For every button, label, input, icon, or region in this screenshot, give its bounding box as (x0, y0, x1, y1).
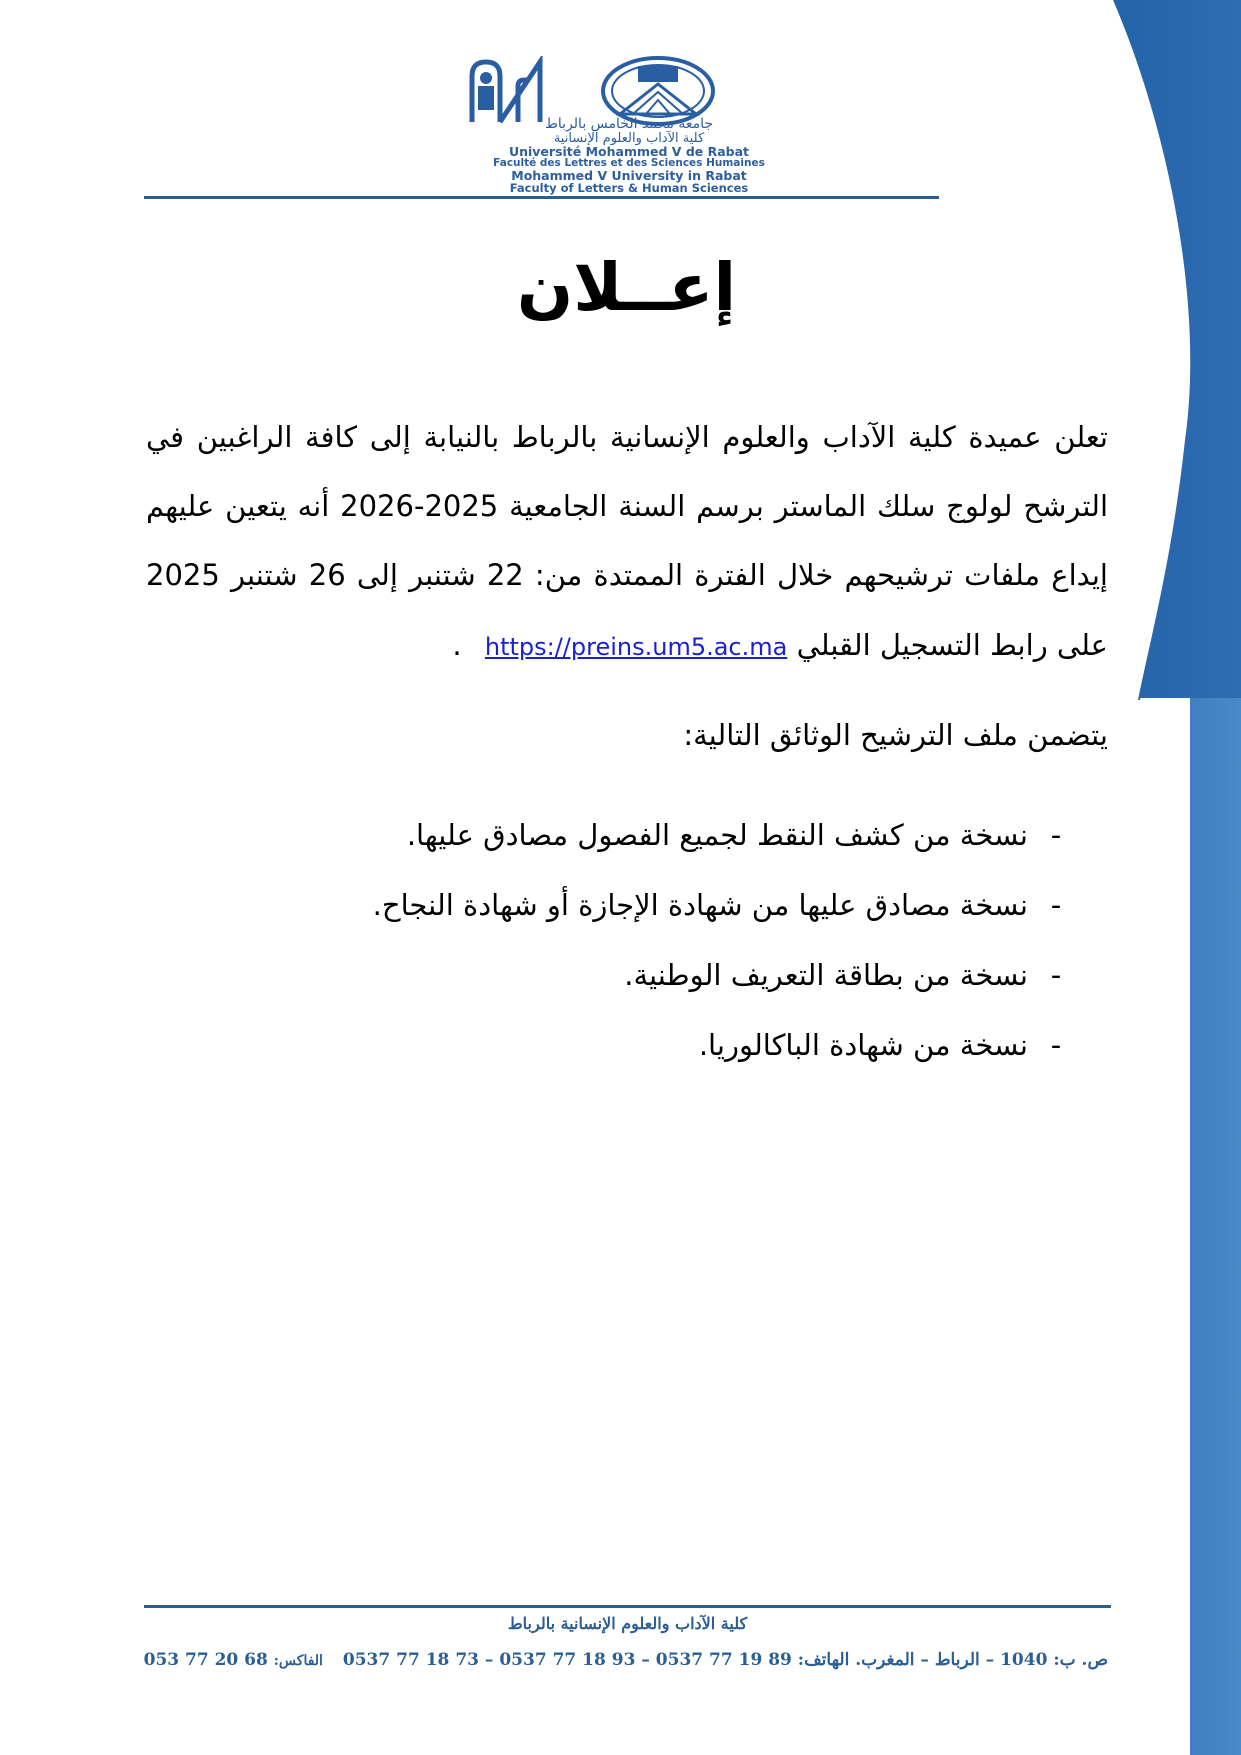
list-dash: - (1050, 958, 1062, 992)
documents-heading: يتضمن ملف الترشيح الوثائق التالية: (683, 718, 1108, 752)
university-logo (468, 56, 790, 194)
logo-english-university: Mohammed V University in Rabat (511, 168, 747, 183)
intro-line-3: إيداع ملفات ترشيحهم خلال الفترة الممتدة من: 22 شتنبر إلى 26 شتنبر 2025 (146, 558, 1108, 592)
intro-line-1: تعلن عميدة كلية الآداب والعلوم الإنسانية بالرباط بالنيابة إلى كافة الراغبين في (146, 420, 1108, 454)
footer-divider (144, 1605, 1111, 1608)
footer-address: ص. ب: 1040 – الرباط – المغرب. الهاتف: 89 19 77 0537 – 93 18 77 0537 – 73 18 77 0537 (342, 1650, 1108, 1670)
swoosh-light-band (1190, 698, 1241, 1755)
intro-line-2: الترشح لولوج سلك الماستر برسم السنة الجامعية 2025-2026 أنه يتعين عليهم (146, 489, 1109, 523)
logo-french-faculty: Faculté des Lettres et des Sciences Humaines (493, 157, 765, 169)
list-dash: - (1050, 818, 1062, 852)
page-title: إعــلان (516, 249, 737, 326)
logo-french-university: Université Mohammed V de Rabat (508, 144, 750, 159)
swoosh-mid-band (1140, 698, 1190, 1755)
list-item (146, 940, 1108, 1010)
list-item-text: نسخة من بطاقة التعريف الوطنية. (624, 958, 1028, 992)
intro-line-4-suffix: . (452, 628, 462, 662)
list-item (146, 1010, 1108, 1080)
logo-arabic-faculty: كلية الآداب والعلوم الإنسانية (553, 131, 705, 146)
header-divider (144, 196, 939, 199)
list-item-text: نسخة من شهادة الباكالوريا. (698, 1028, 1028, 1062)
intro-line-4 (452, 628, 1108, 662)
list-item (146, 800, 1108, 870)
preregistration-link[interactable]: https://preins.um5.ac.ma (484, 633, 788, 661)
logo-english-faculty: Faculty of Letters & Human Sciences (509, 181, 749, 195)
list-item-text: نسخة من كشف النقط لجميع الفصول مصادق عليها. (406, 818, 1028, 852)
documents-list (146, 800, 1108, 1080)
footer-fax-label: الفاكس: (273, 1653, 323, 1669)
footer-contact-line (144, 1650, 1108, 1670)
list-item (146, 870, 1108, 940)
intro-line-4-prefix: على رابط التسجيل القبلي (796, 628, 1108, 662)
list-item-text: نسخة مصادق عليها من شهادة الإجازة أو شهادة النجاح. (372, 888, 1028, 922)
swoosh-dark-curve (1113, 0, 1241, 700)
list-dash: - (1050, 888, 1062, 922)
footer-faculty-name: كلية الآداب والعلوم الإنسانية بالرباط (507, 1614, 748, 1633)
list-dash: - (1050, 1028, 1062, 1062)
footer-fax-number: 053 77 20 68 (143, 1650, 268, 1670)
logo-arabic-university: جامعة محمد الخامس بالرباط (544, 116, 714, 132)
